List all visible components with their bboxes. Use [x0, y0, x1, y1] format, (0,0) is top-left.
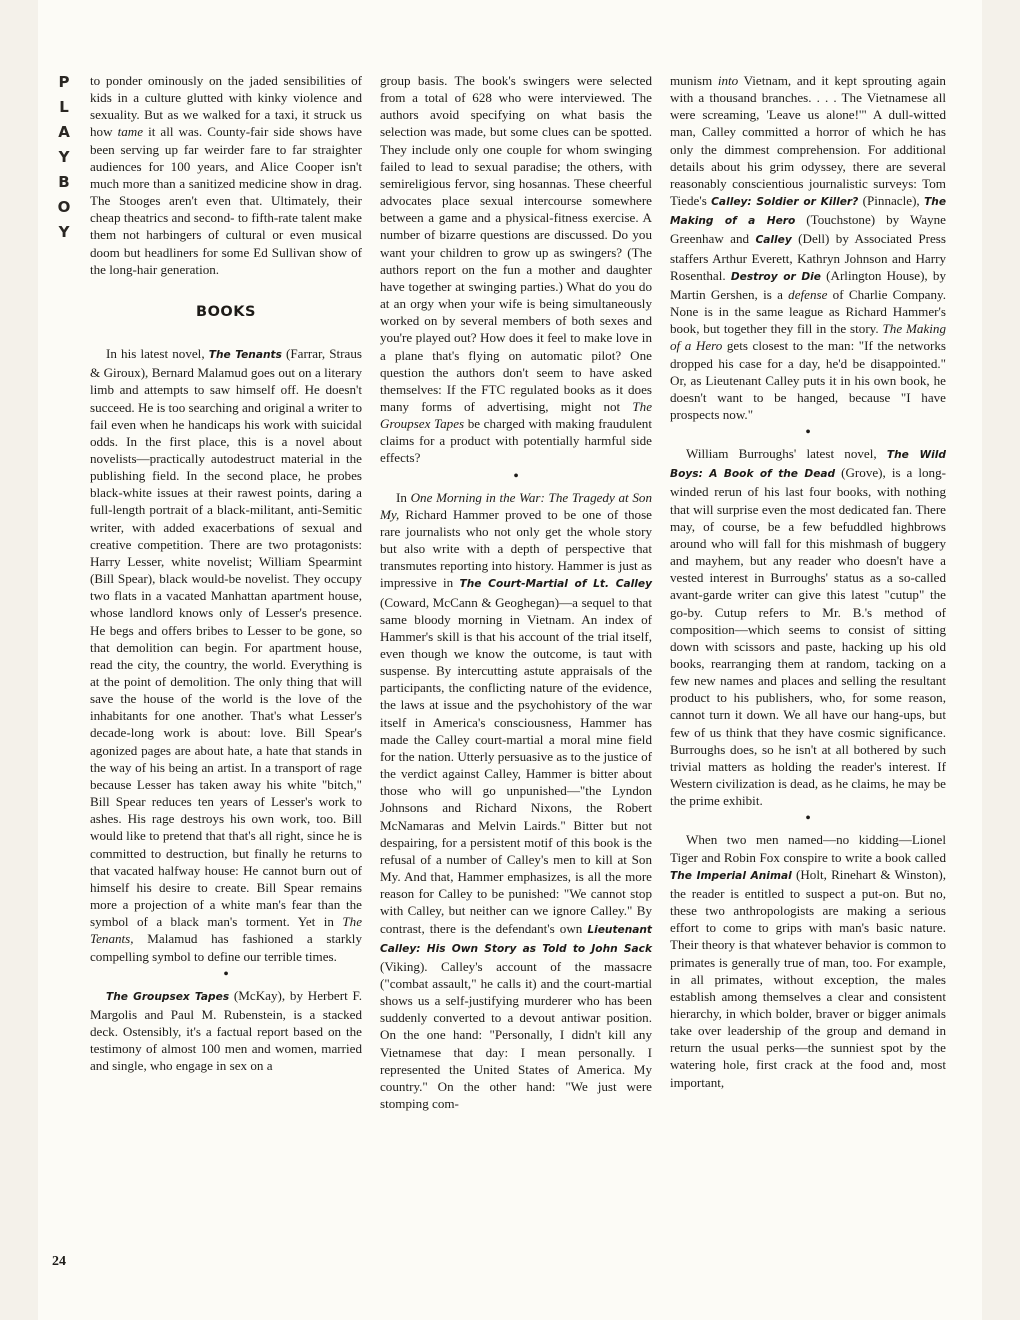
paragraph: group basis. The book's swingers were selected from a total of 628 who were interviewed. The authors avoid specifying on what basis the selection was made, but some clues can be spotted. They include only one couple for whom swinging failed to lead to sexual paradise; the others, with semireligious fervor, sing hosannas. These cheerful advocates place sexual intercourse somewhere between a game and a physical-fitness exercise. A number of bizarre questions are discussed. Do you want your children to grow up as swingers? (The authors report on the fun a mother and daughter have together at swinging parties.) What do you do at an orgy when your wife is being simultaneously worked on by several members of both sexes and you're played out? How does it feel to make love in a plane that's flying on automatic pilot? One question the authors don't seem to have asked themselves: If the FTC regulated books as it does many forms of advertising, might not The Groupsex Tapes be charged with making fraudulent claims for a product with potentially harmful side effects? — [380, 73, 652, 466]
review-groupsex-tapes: The Groupsex Tapes (McKay), by Herbert F. Margolis and Paul M. Rubenstein, is a stacked deck. Ostensibly, it's a factual report based on the testimony of almost 100 men and women, married and single, who engage in sex on a — [90, 987, 362, 1074]
separator-dot: • — [223, 965, 229, 983]
masthead-letter: A — [58, 123, 70, 141]
review-tenants: In his latest novel, The Tenants (Farrar, Straus & Giroux), Bernard Malamud goes out on a literary limb and attempts to saw himself off. He doesn't succeed. He is too searching and original a writer to fail even when he handicaps his work with suicidal odds. In the first place, this is a novel about novelists—practically autodestruct material in the publishing field. In the second place, he probes black-white issues at their rawest points, daring a full-length portrait of a black-militant, anti-Semitic writer, with added exacerbations of sexual and creative competition. There are two protagonists: Harry Lesser, white novelist; William Spearmint (Bill Spear), black would-be novelist. They occupy two flats in a vacated Manhattan apartment house, whose landlord knows only of Lesser's presence. He begs and offers bribes to Lesser to be gone, so that demolition can begin. For apartment house, read the city, the country, the world. Everything is at the point of demolition. The only thing that will save the house of the world is the love of the inhabitants for one another. That's what Lesser's decade-long work is about: love. Bill Spear's agonized pages are about hate, a hate that stands in the way of his being an artist. In a transport of rage because Lesser has taken away his white "bitch," Bill Spear reduces ten years of Lesser's work to ashes. His rage destroys his own work, too. Bill would like to pretend that that's all right, since he is committed to destruction, but finally he returns to that vacated halfway house: He cannot burn out of himself his desire to create. Bill Spear remains more a projection of a white man's fear than the symbol of a black man's torment. Yet in The Tenants, Malamud has fashioned a starkly compelling symbol to define our terrible times. — [90, 346, 362, 964]
review-wild-boys: William Burroughs' latest novel, The Wild Boys: A Book of the Dead (Grove), is a long-winded rerun of his last four books, with nothing that will surprise even the most dedicated fan. There may, of course, be a few befuddled highbrows around who will fall for this mishmash of buggery and mayhem, but any reader who doesn't have a vested interest in Burroughs' status as a so-called avant-garde writer can give this latest "cutup" the go-by. Cutup refers to Mr. B.'s method of composition—which seems to consist of sitting down with scissors and paste, hacking up his old books, rearranging them at random, tacking on a few new names and places and selling the resultant product to his publishers, who, for some reason, cannot turn it down. We all have our hang-ups, but few of us think that they have cosmic significance. Burroughs does, so he isn't at all bothered by such trivial matters as holding the reader's interest. If Western civilization is dead, as he claims, he may be the prime exhibit. — [670, 446, 946, 809]
review-imperial-animal: When two men named—no kidding—Lionel Tiger and Robin Fox conspire to write a book called The Imperial Animal (Holt, Rinehart & Winston), the reader is entitled to suspect a put-on. But no, these two anthropologists are making a serious effort to come to grips with man's basic nature. Their theory is that whatever behavior is common to primates is generally true of man, too. For example, in all primates, without exception, the males establish among themselves a clear and consistent hierarchy, in which bolder, braver or bigger animals take over leadership of the group and demand in return the usual perks—the sunniest spot by the watering hole, first crack at the food and, most important, — [670, 832, 946, 1090]
page-number: 24 — [52, 1254, 66, 1269]
separator-dot: • — [805, 424, 811, 442]
separator-dot: • — [805, 810, 811, 828]
masthead-letter: B — [58, 173, 70, 191]
paragraph: to ponder ominously on the jaded sensibilities of kids in a culture glutted with kinky violence and sexuality. But as we walked for a taxi, it struck us how tame it all was. County-fair side shows have been serving up far weirder fare to far straighter audiences for 100 years, and Alice Cooper isn't much more than a sanitized medicine show in drag. The Stooges aren't even that. Ultimately, their cheap theatrics and second- to fifth-rate talent make them not harbingers of cultural or even musical doom but headliners for some Ed Sullivan show of the long-hair generation. — [90, 73, 362, 277]
masthead-letter: P — [58, 73, 70, 91]
masthead-letter: Y — [58, 148, 70, 166]
column-3 — [670, 72, 946, 1091]
column-2 — [380, 72, 652, 1112]
masthead-letter: O — [57, 198, 71, 216]
column-1 — [90, 72, 362, 1074]
review-court-martial: In One Morning in the War: The Tragedy at Son My, Richard Hammer proved to be one of those rare journalists who not only get the whole story but also write with a depth of perspective that transmutes reporting into history. Hammer is just as impressive in The Court-Martial of Lt. Calley (Coward, McCann & Geoghegan)—a sequel to that same bloody morning in Vietnam. An index of Hammer's skill is that his account of the trial itself, even though we know the outcome, is taut with suspense. By intercutting astute appraisals of the participants, the conflicting nature of the evidence, the laws at issue and the psychohistory of the war itself in America's consciousness, Hammer has made the Calley court-martial a moral mine field for the nation. Utterly persuasive as to the justice of the verdict against Calley, Hammer is bitter about those who will go unpunished—"the Lyndon Johnsons and Richard Nixons, the Robert McNamaras and Melvin Lairds." Bitter but not despairing, for a persistent motif of this book is the refusal of a number of Calley's men to kill at Son My. And that, Hammer emphasizes, is all the more reason for Calley to be punished: "We cannot stop with Calley, but neither can we ignore Calley." By contrast, there is the defendant's own Lieutenant Calley: His Own Story as Told to John Sack (Viking). Calley's account of the massacre ("combat assault," he calls it) and the court-martial shows us a self-justifying murderer who has been suddenly converted to a devout antiwar position. On the one hand: "Personally, I didn't kill any Vietnamese that day: I mean personally. I represented the United States of America. My country." On the other hand: "We just were stomping com- — [380, 489, 652, 1112]
section-title-books: BOOKS — [196, 303, 256, 320]
masthead-letter: Y — [58, 223, 70, 241]
separator-dot: • — [513, 467, 519, 485]
paragraph: munism into Vietnam, and it kept sprouting again with a thousand branches. . . . The Vietnamese all were screaming, 'Leave us alone!'" A dull-witted man, Calley committed a horror of which he has only the dimmest comprehension. For additional details about his grim odyssey, there are several reasonably conscientious journalistic surveys: Tom Tiede's Calley: Soldier or Killer? (Pinnacle), The Making of a Hero (Touchstone) by Wayne Greenhaw and Calley (Dell) by Associated Press staffers Arthur Everett, Kathryn Johnson and Harry Rosenthal. Destroy or Die (Arlington House), by Martin Gershen, is a defense of Charlie Company. None is in the same league as Richard Hammer's book, but together they fill in the story. The Making of a Hero gets closest to the man: "If the networks dropped his case for a day, he'd be disappointed." Or, as Lieutenant Calley puts it in his own book, he doesn't want to be hanged, because "I have prospects now." — [670, 73, 947, 422]
masthead-letter: L — [59, 98, 69, 116]
vertical-masthead — [46, 70, 82, 245]
